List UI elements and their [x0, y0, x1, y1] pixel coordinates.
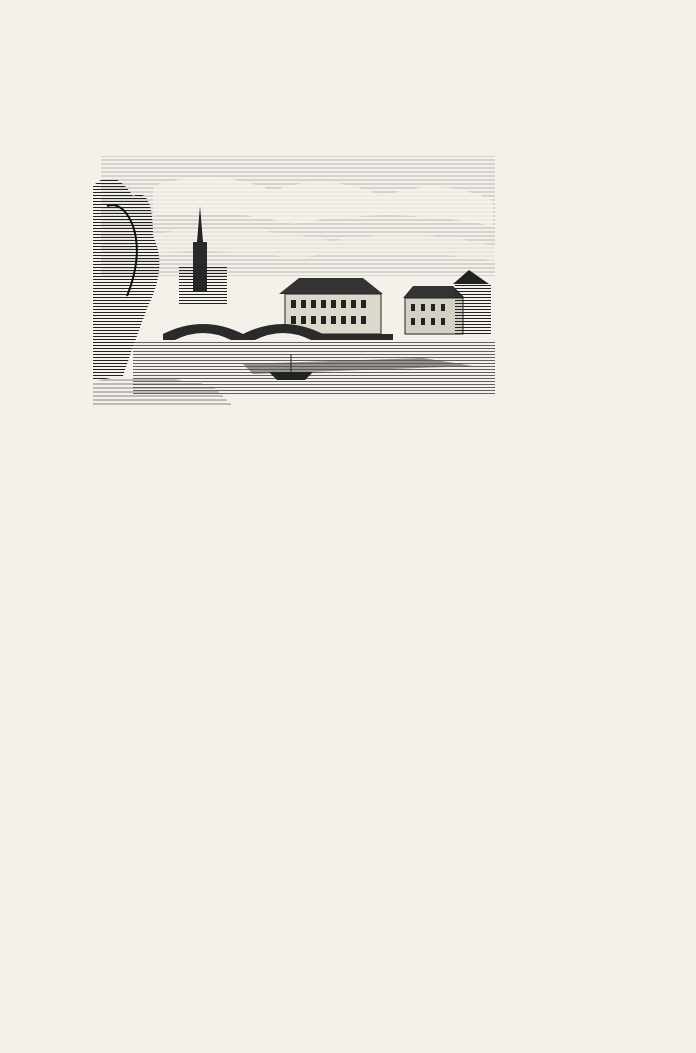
engraving-illustration	[93, 146, 495, 406]
page-header	[88, 42, 656, 64]
